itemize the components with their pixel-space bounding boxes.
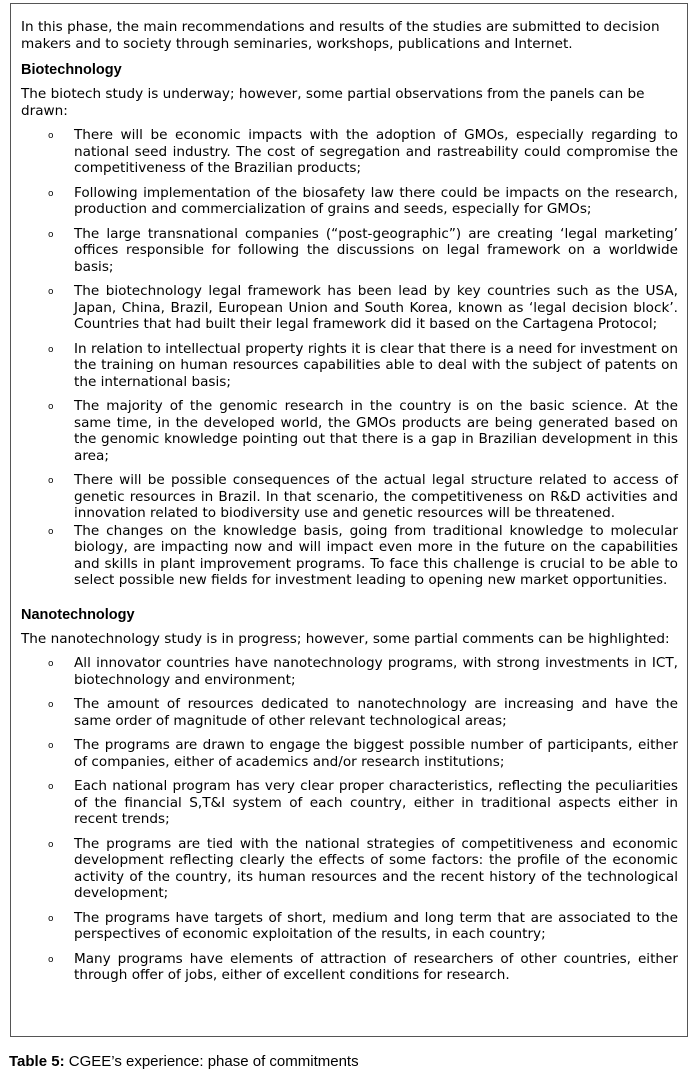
list-item-text: All innovator countries have nanotechnology programs, with strong investments in ICT, biotechnology and environment; xyxy=(74,655,678,688)
list-item-text: The programs are drawn to engage the biggest possible number of participants, either of companies, either of academics and/or research institutions; xyxy=(74,737,678,770)
list-item xyxy=(21,737,678,770)
list-item-text: Many programs have elements of attraction of researchers of other countries, either through offer of jobs, either of excellent conditions for research. xyxy=(74,950,678,983)
list-item-text: Following implementation of the biosafety law there could be impacts on the research, production and commercialization of grains and seeds, especially for GMOs; xyxy=(74,184,678,217)
bullet-marker: o xyxy=(48,839,54,850)
list-item xyxy=(21,127,678,177)
list-item-text: The biotechnology legal framework has been lead by key countries such as the USA, Japan, China, Brazil, European Union and South Korea, known as ‘legal decision block’. Countries that had built their legal framework did it based on the Cartagena Protocol; xyxy=(74,283,678,332)
list-item-text: There will be economic impacts with the adoption of GMOs, especially regarding to national seed industry. The cost of segregation and rastreability could compromise the competitiveness of the Brazilian products; xyxy=(74,127,678,176)
document-body xyxy=(21,19,678,992)
bullet-list-nanotechnology xyxy=(21,655,678,984)
bullet-marker: o xyxy=(48,344,54,355)
bullet-marker: o xyxy=(48,782,54,792)
section-lead-nanotechnology: The nanotechnology study is in progress; however, some partial comments can be highlighted: xyxy=(21,630,670,647)
bullet-list-biotechnology xyxy=(21,127,678,589)
list-item xyxy=(21,778,678,828)
list-item-text: The large transnational companies (“post-geographic”) are creating ‘legal marketing’ offices responsible for following the discussions on legal framework on a worldwide basis; xyxy=(74,225,678,275)
list-item xyxy=(21,398,678,464)
bullet-marker: o xyxy=(48,402,54,412)
list-item xyxy=(21,472,678,522)
list-item xyxy=(21,226,678,276)
list-item-text: The majority of the genomic research in the country is on the basic science. At the same time, in the developed world, the GMOs products are being generated based on the genomic knowledge pointing out that there is a gap in Brazilian development in this area; xyxy=(74,398,678,464)
bullet-marker: o xyxy=(48,131,54,141)
section-heading-biotechnology: Biotechnology xyxy=(21,62,122,78)
bullet-marker: o xyxy=(48,741,54,751)
caption-label: Table 5: xyxy=(9,1053,65,1070)
bullet-marker: o xyxy=(48,700,54,710)
list-item-text: Each national program has very clear proper characteristics, reflecting the peculiarities of the financial S,T&I system of each country, either in traditional aspects either in recent trends; xyxy=(74,778,678,827)
list-item xyxy=(21,696,678,729)
list-item xyxy=(21,185,678,218)
list-item-text: The changes on the knowledge basis, going from traditional knowledge to molecular biology, are impacting now and will impact even more in the future on the capabilities and skills in plant improvement programs. To face this challenge is crucial to be able to select possible new fields for investment leading to opening new market opportunities. xyxy=(74,522,678,588)
list-item xyxy=(21,655,678,688)
list-item-text: In relation to intellectual property rights it is clear that there is a need for investment on the training on human resources capabilities able to deal with the subject of patents on the international basis; xyxy=(74,340,678,390)
section-spacer xyxy=(21,597,678,607)
bullet-marker: o xyxy=(48,476,54,486)
list-item xyxy=(21,836,678,902)
bullet-marker: o xyxy=(48,229,54,240)
intro-paragraph: In this phase, the main recommendations and results of the studies are submitted to decision makers and to society through seminaries, workshops, publications and Internet. xyxy=(21,19,660,52)
list-item xyxy=(21,910,678,943)
bullet-marker: o xyxy=(48,188,54,199)
list-item xyxy=(21,951,678,984)
list-item xyxy=(21,283,678,333)
list-item xyxy=(21,341,678,391)
list-item-text: The programs have targets of short, medium and long term that are associated to the perspectives of economic exploitation of the results, in each country; xyxy=(74,909,678,942)
caption-text: CGEE’s experience: phase of commitments xyxy=(64,1053,359,1070)
list-item-text: The programs are tied with the national strategies of competitiveness and economic development reflecting clearly the effects of some factors: the profile of the economic activity of the country, its human resources and the recent history of the technological development; xyxy=(74,835,678,901)
list-item-text: The amount of resources dedicated to nanotechnology are increasing and have the same order of magnitude of other relevant technological areas; xyxy=(74,696,678,729)
section-heading-nanotechnology: Nanotechnology xyxy=(21,606,135,623)
table-caption xyxy=(9,1053,359,1071)
bullet-marker: o xyxy=(48,287,54,297)
list-item-text: There will be possible consequences of the actual legal structure related to access of genetic resources in Brazil. In that scenario, the competitiveness on R&D activities and innovation related to biodiversity use and genetic resources will be threatened. xyxy=(74,472,678,521)
bullet-marker: o xyxy=(48,954,54,965)
bullet-marker: o xyxy=(48,526,54,537)
list-item xyxy=(21,523,678,589)
bullet-marker: o xyxy=(48,913,54,924)
bullet-marker: o xyxy=(48,659,54,669)
section-lead-biotechnology: The biotech study is underway; however, some partial observations from the panels can be drawn: xyxy=(21,86,645,119)
